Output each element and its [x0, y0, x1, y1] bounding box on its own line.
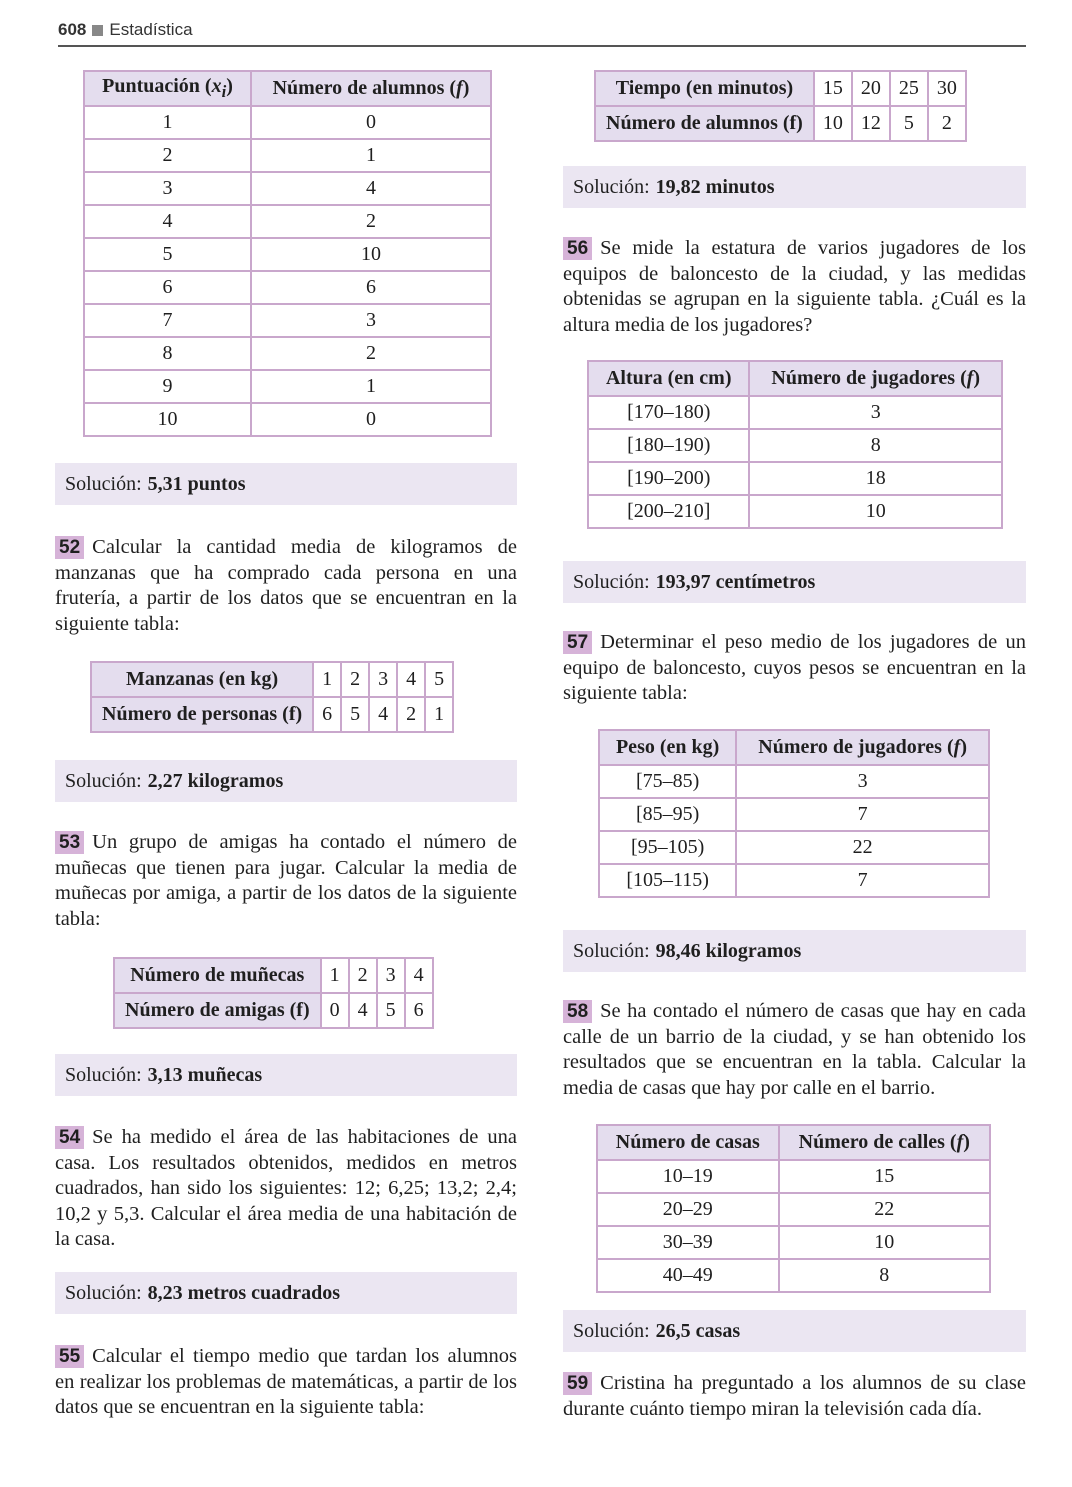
exercise-number: 58	[563, 1000, 592, 1023]
table-row	[597, 1193, 990, 1226]
table-row	[84, 370, 491, 403]
table-cell: 1	[251, 370, 491, 403]
solution-box	[55, 463, 517, 505]
solution-value: 193,97 centímetros	[655, 570, 816, 593]
exercise-text: Cristina ha preguntado a los alumnos de su clase durante cuánto tiempo miran la televisión cada día.	[563, 1372, 1026, 1420]
table-cell: 4	[84, 205, 251, 238]
table-cell: 20–29	[597, 1193, 779, 1226]
table-cell: 4	[369, 697, 397, 732]
table-cell: 30	[928, 71, 966, 106]
table-cell: 25	[890, 71, 928, 106]
solution-label: Solución:	[65, 472, 142, 495]
solution-box	[55, 1272, 517, 1314]
table-cell: 8	[749, 429, 1002, 462]
table-row	[84, 106, 491, 139]
table-cell: 10	[84, 403, 251, 436]
exercise-number: 57	[563, 631, 592, 654]
table-header: Puntuación $(x_i)$	[84, 71, 251, 106]
table-cell: 4	[251, 172, 491, 205]
solution-label: Solución:	[573, 939, 650, 962]
table-cell: 20	[852, 71, 890, 106]
solution-label: Solución:	[65, 1063, 142, 1086]
exercise-52	[55, 535, 517, 637]
solution-label: Solución:	[573, 1319, 650, 1342]
table-cell: 7	[736, 798, 989, 831]
table-cell: 22	[736, 831, 989, 864]
table-cell: 6	[84, 271, 251, 304]
exercise-59	[563, 1371, 1026, 1422]
table-puntuacion	[83, 70, 492, 437]
header-rule	[58, 45, 1026, 47]
table-casas	[596, 1124, 991, 1293]
table-header: Número de alumnos (f)	[251, 71, 491, 106]
table-cell: 10	[814, 106, 852, 141]
table-cell: [95–105)	[599, 831, 736, 864]
table-cell: 5	[377, 993, 405, 1028]
section-title: Estadística	[109, 20, 193, 39]
row-label: Número de alumnos (f)	[595, 106, 814, 141]
table-cell: 5	[890, 106, 928, 141]
exercise-number: 52	[55, 536, 84, 559]
row-label: Número de personas (f)	[91, 697, 313, 732]
table-cell: 10	[779, 1226, 990, 1259]
solution-box	[563, 1310, 1026, 1352]
table-cell: 0	[251, 403, 491, 436]
table-row	[597, 1226, 990, 1259]
table-row	[599, 765, 989, 798]
table-munecas	[113, 957, 434, 1029]
table-cell: 6	[405, 993, 433, 1028]
exercise-53	[55, 830, 517, 932]
table-cell: 10	[749, 495, 1002, 528]
table-cell: 5	[84, 238, 251, 271]
table-cell: 7	[736, 864, 989, 897]
table-row	[84, 403, 491, 436]
table-cell: 2	[349, 958, 377, 993]
table-cell: 3	[251, 304, 491, 337]
table-cell: 2	[251, 205, 491, 238]
square-bullet-icon	[92, 25, 103, 36]
table-altura	[587, 360, 1003, 529]
table-cell: 4	[405, 958, 433, 993]
table-cell: [75–85)	[599, 765, 736, 798]
table-cell: 3	[377, 958, 405, 993]
table-cell: 2	[84, 139, 251, 172]
table-cell: [190–200)	[588, 462, 749, 495]
solution-value: 98,46 kilogramos	[655, 939, 802, 962]
table-cell: 3	[736, 765, 989, 798]
table-cell: 5	[341, 697, 369, 732]
solution-label: Solución:	[573, 175, 650, 198]
table-peso	[598, 729, 990, 898]
page-number: 608	[58, 20, 87, 39]
table-cell: 10	[251, 238, 491, 271]
solution-box	[563, 166, 1026, 208]
table-row	[588, 495, 1002, 528]
table-cell: 3	[369, 662, 397, 697]
solution-value: 8,23 metros cuadrados	[147, 1281, 341, 1304]
table-cell: 1	[313, 662, 341, 697]
exercise-number: 55	[55, 1345, 84, 1368]
table-cell: 10–19	[597, 1160, 779, 1193]
table-row	[599, 798, 989, 831]
table-header: Número de jugadores (f)	[736, 730, 989, 765]
table-header: Número de casas	[597, 1125, 779, 1160]
exercise-56	[563, 236, 1026, 338]
row-label: Número de amigas (f)	[114, 993, 321, 1028]
table-cell: 0	[251, 106, 491, 139]
table-cell: 1	[251, 139, 491, 172]
exercise-55	[55, 1344, 517, 1421]
table-cell: 1	[425, 697, 453, 732]
solution-box	[563, 561, 1026, 603]
exercise-text: Un grupo de amigas ha contado el número de muñecas que tienen para jugar. Calcular la media de muñecas por amiga, a partir de los datos de la siguiente tabla:	[55, 831, 517, 930]
table-row	[588, 462, 1002, 495]
solution-value: 2,27 kilogramos	[147, 769, 284, 792]
table-cell: 8	[779, 1259, 990, 1292]
exercise-58	[563, 999, 1026, 1101]
exercise-text: Calcular la cantidad media de kilogramos de manzanas que ha comprado cada persona en una frutería, a partir de los datos que se encuentran en la siguiente tabla:	[55, 536, 517, 635]
table-tiempo	[594, 70, 967, 142]
table-cell: 15	[779, 1160, 990, 1193]
table-header: Número de jugadores (f)	[749, 361, 1002, 396]
table-cell: 1	[321, 958, 349, 993]
exercise-text: Se ha contado el número de casas que hay en cada calle de un barrio de la ciudad, y se han obtenido los resultados que se encuentran en la tabla. Calcular la media de casas que hay por calle en el barrio.	[563, 1000, 1026, 1099]
table-cell: 5	[425, 662, 453, 697]
exercise-number: 54	[55, 1126, 84, 1149]
table-row	[84, 337, 491, 370]
table-cell: 8	[84, 337, 251, 370]
table-row	[599, 864, 989, 897]
table-cell: 4	[349, 993, 377, 1028]
row-label: Tiempo (en minutos)	[595, 71, 814, 106]
table-cell: 12	[852, 106, 890, 141]
table-row	[588, 396, 1002, 429]
table-cell: 3	[84, 172, 251, 205]
page-header	[58, 20, 193, 40]
table-cell: 2	[341, 662, 369, 697]
table-header: Número de calles (f)	[779, 1125, 990, 1160]
row-label: Manzanas (en kg)	[91, 662, 313, 697]
exercise-number: 53	[55, 831, 84, 854]
table-cell: 7	[84, 304, 251, 337]
exercise-text: Determinar el peso medio de los jugadores de un equipo de baloncesto, cuyos pesos se encuentran en la siguiente tabla:	[563, 631, 1026, 704]
table-row	[84, 205, 491, 238]
row-label: Número de muñecas	[114, 958, 321, 993]
solution-label: Solución:	[65, 1281, 142, 1304]
table-cell: 3	[749, 396, 1002, 429]
table-row	[599, 831, 989, 864]
table-header: Peso (en kg)	[599, 730, 736, 765]
table-cell: 0	[321, 993, 349, 1028]
solution-value: 26,5 casas	[655, 1319, 741, 1342]
table-cell: [180–190)	[588, 429, 749, 462]
table-cell: 1	[84, 106, 251, 139]
exercise-number: 56	[563, 237, 592, 260]
solution-box	[55, 1054, 517, 1096]
table-cell: 6	[251, 271, 491, 304]
solution-label: Solución:	[65, 769, 142, 792]
table-row	[84, 304, 491, 337]
table-cell: 6	[313, 697, 341, 732]
solution-box	[563, 930, 1026, 972]
table-header: Altura (en cm)	[588, 361, 749, 396]
table-row	[597, 1160, 990, 1193]
exercise-text: Se mide la estatura de varios jugadores de los equipos de baloncesto de la ciudad, y las medidas obtenidas se agrupan en la siguiente tabla. ¿Cuál es la altura media de los jugadores?	[563, 237, 1026, 336]
table-cell: 2	[928, 106, 966, 141]
exercise-text: Calcular el tiempo medio que tardan los alumnos en realizar los problemas de matemáticas, a partir de los datos que se encuentran en la siguiente tabla:	[55, 1345, 517, 1418]
table-row	[84, 238, 491, 271]
solution-value: 5,31 puntos	[147, 472, 246, 495]
table-cell: 40–49	[597, 1259, 779, 1292]
table-row	[597, 1259, 990, 1292]
table-cell: [105–115)	[599, 864, 736, 897]
table-cell: 30–39	[597, 1226, 779, 1259]
solution-box	[55, 760, 517, 802]
exercise-57	[563, 630, 1026, 707]
table-cell: [200–210]	[588, 495, 749, 528]
exercise-54	[55, 1125, 517, 1253]
table-row	[84, 271, 491, 304]
table-manzanas	[90, 661, 454, 733]
exercise-number: 59	[563, 1372, 592, 1395]
solution-value: 19,82 minutos	[655, 175, 775, 198]
table-cell: 4	[397, 662, 425, 697]
solution-value: 3,13 muñecas	[147, 1063, 263, 1086]
table-cell: 15	[814, 71, 852, 106]
table-cell: 9	[84, 370, 251, 403]
table-cell: 18	[749, 462, 1002, 495]
table-cell: 2	[251, 337, 491, 370]
table-cell: [85–95)	[599, 798, 736, 831]
table-row	[588, 429, 1002, 462]
table-row	[84, 172, 491, 205]
table-cell: [170–180)	[588, 396, 749, 429]
solution-label: Solución:	[573, 570, 650, 593]
table-cell: 2	[397, 697, 425, 732]
exercise-text: Se ha medido el área de las habitaciones de una casa. Los resultados obtenidos, medidos en metros cuadrados, han sido los siguientes: 12; 6,25; 13,2; 2,4; 10,2 y 5,3. Calcular el área media de una habitación de la casa.	[55, 1126, 517, 1250]
table-row	[84, 139, 491, 172]
table-cell: 22	[779, 1193, 990, 1226]
